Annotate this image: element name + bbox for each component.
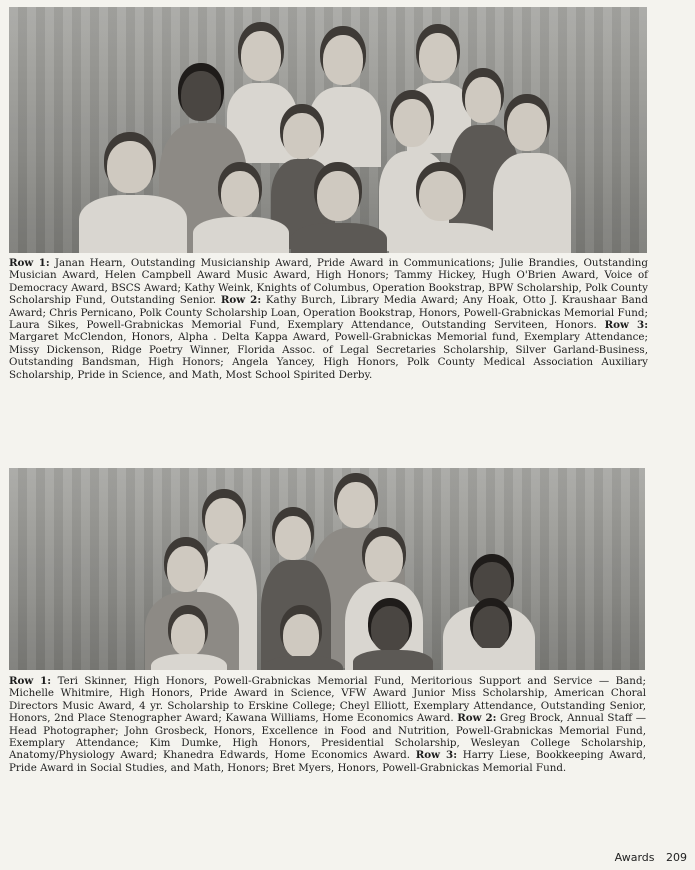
caption-top — [9, 257, 648, 381]
caption-bottom — [9, 675, 646, 774]
row-text: Kathy Burch, Library Media Award; Any Hoak, Otto J. Kraushaar Band Award; Chris Pernicano, Polk County Scholarship Loan, Operation Bookstrap, Honors, Powell-Grabnickas Memorial Fund; Laura Sikes, Powell-Grabnickas Memorial Fund, Exemplary Attendance, Outstanding Serviteen, Honors. — [9, 294, 649, 332]
row-text: Margaret McClendon, Honors, Alpha . Delta Kappa Award, Powell-Grabnickas Memorial fund, Exemplary Attendance; Missy Dickenson, Ridge Poetry Winner, Florida Assoc. of Legal Secretaries Scholarship, Silver Garland-Business, Outstanding Bandsman, High Honors; Angela Yancey, High Honors, Polk County Medical Association Auxiliary Scholarship, Pride in Science, and Math, Most School Spirited Derby. — [9, 331, 648, 381]
row-label: Row 1: — [9, 675, 52, 687]
section-name: Awards — [614, 851, 655, 864]
row-text: Greg Brock, Annual Staff — Head Photographer; John Grosbeck, Honors, Excellence in Food and Nutrition, Powell-Grabnickas Memorial Fund, Exemplary Attendance; Kim Dumke, High Honors, Presidential Scholarship, Wesleyan College Scholarship, Anatomy/Physiology Award; Khanedra Edwards, Home Economics Award. — [9, 712, 646, 762]
page-footer — [607, 851, 687, 864]
group-photo-top — [9, 7, 647, 253]
row-text: Harry Liese, Bookkeeping Award, Pride Award in Social Studies, and Math, Honors; Bret Myers, Honors, Powell-Grabnickas Memorial Fund. — [9, 749, 646, 774]
row-label: Row 2: — [457, 712, 497, 725]
row-label: Row 1: — [9, 257, 50, 269]
group-photo-bottom — [9, 468, 645, 670]
row-text: Teri Skinner, High Honors, Powell-Grabnickas Memorial Fund, Meritorious Support and Service — Band; Michelle Whitmire, High Honors, Pride Award in Science, VFW Award Junior Miss Scholarship, American Choral Directors Music Award, 4 yr. Scholarship to Erskine College; Cheyl Elliott, Exemplary Attendance, Outstanding Senior, Honors, 2nd Place Stenographer Award; Kawana Williams, Home Economics Award. — [9, 675, 647, 725]
row-label: Row 2: — [220, 294, 262, 307]
row-text: Janan Hearn, Outstanding Musicianship Award, Pride Award in Communications; Julie Brandies, Outstanding Musician Award, Helen Campbell Award Music Award, High Honors; Tammy Hickey, Hugh O'Brien Award, Voice of Democracy Award, BSCS Award; Kathy Weink, Knights of Columbus, Operation Bookstrap, BPW Scholarship, Polk County Scholarship Fund, Outstanding Senior. — [9, 257, 649, 307]
row-label: Row 3: — [604, 319, 649, 332]
page-number: 209 — [666, 851, 687, 864]
row-label: Row 3: — [415, 749, 458, 762]
